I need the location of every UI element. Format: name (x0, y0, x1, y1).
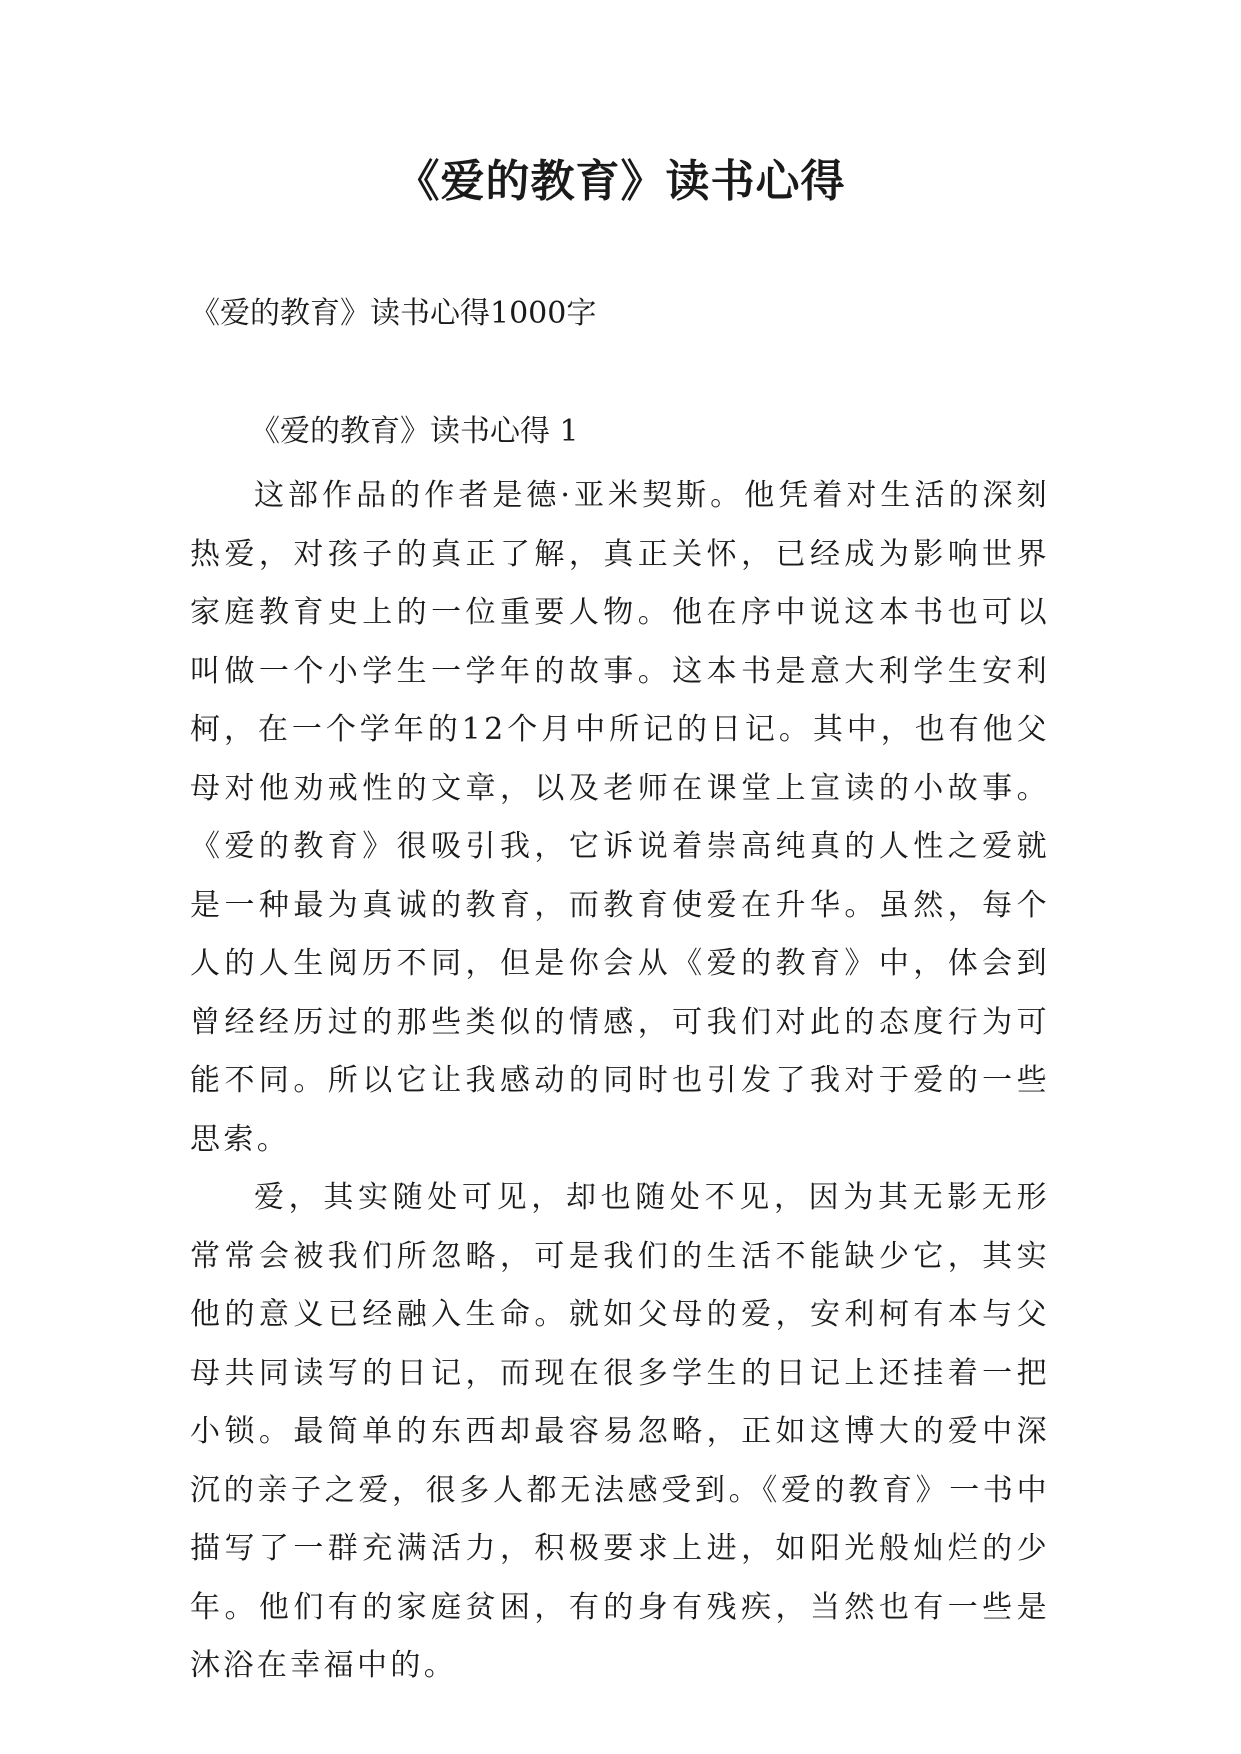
paragraph: 爱，其实随处可见，却也随处不见，因为其无影无形常常会被我们所忽略，可是我们的生活不能缺少它，其实他的意义已经融入生命。就如父母的爱，安利柯有本与父母共同读写的日记，而现在很多学生的日记上还挂着一把小锁。最简单的东西却最容易忽略，正如这博大的爱中深沉的亲子之爱，很多人都无法感受到。《爱的教育》一书中描写了一群充满活力，积极要求上进，如阳光般灿烂的少年。他们有的家庭贫困，有的身有残疾，当然也有一些是沐浴在幸福中的。 (190, 1180, 1050, 1683)
body-text (190, 467, 1050, 1696)
paragraph: 这部作品的作者是德·亚米契斯。他凭着对生活的深刻热爱，对孩子的真正了解，真正关怀，已经成为影响世界家庭教育史上的一位重要人物。他在序中说这本书也可以叫做一个小学生一学年的故事。这本书是意大利学生安利柯，在一个学年的12个月中所记的日记。其中，也有他父母对他劝戒性的文章，以及老师在课堂上宣读的小故事。《爱的教育》很吸引我，它诉说着崇高纯真的人性之爱就是一种最为真诚的教育，而教育使爱在升华。虽然，每个人的人生阅历不同，但是你会从《爱的教育》中，体会到曾经经历过的那些类似的情感，可我们对此的态度行为可能不同。所以它让我感动的同时也引发了我对于爱的一些思索。 (190, 478, 1050, 1157)
document-subtitle: 《爱的教育》读书心得1000字 (190, 296, 597, 331)
section-heading: 《爱的教育》读书心得 1 (250, 414, 579, 449)
document-title: 《爱的教育》读书心得 (395, 156, 846, 207)
